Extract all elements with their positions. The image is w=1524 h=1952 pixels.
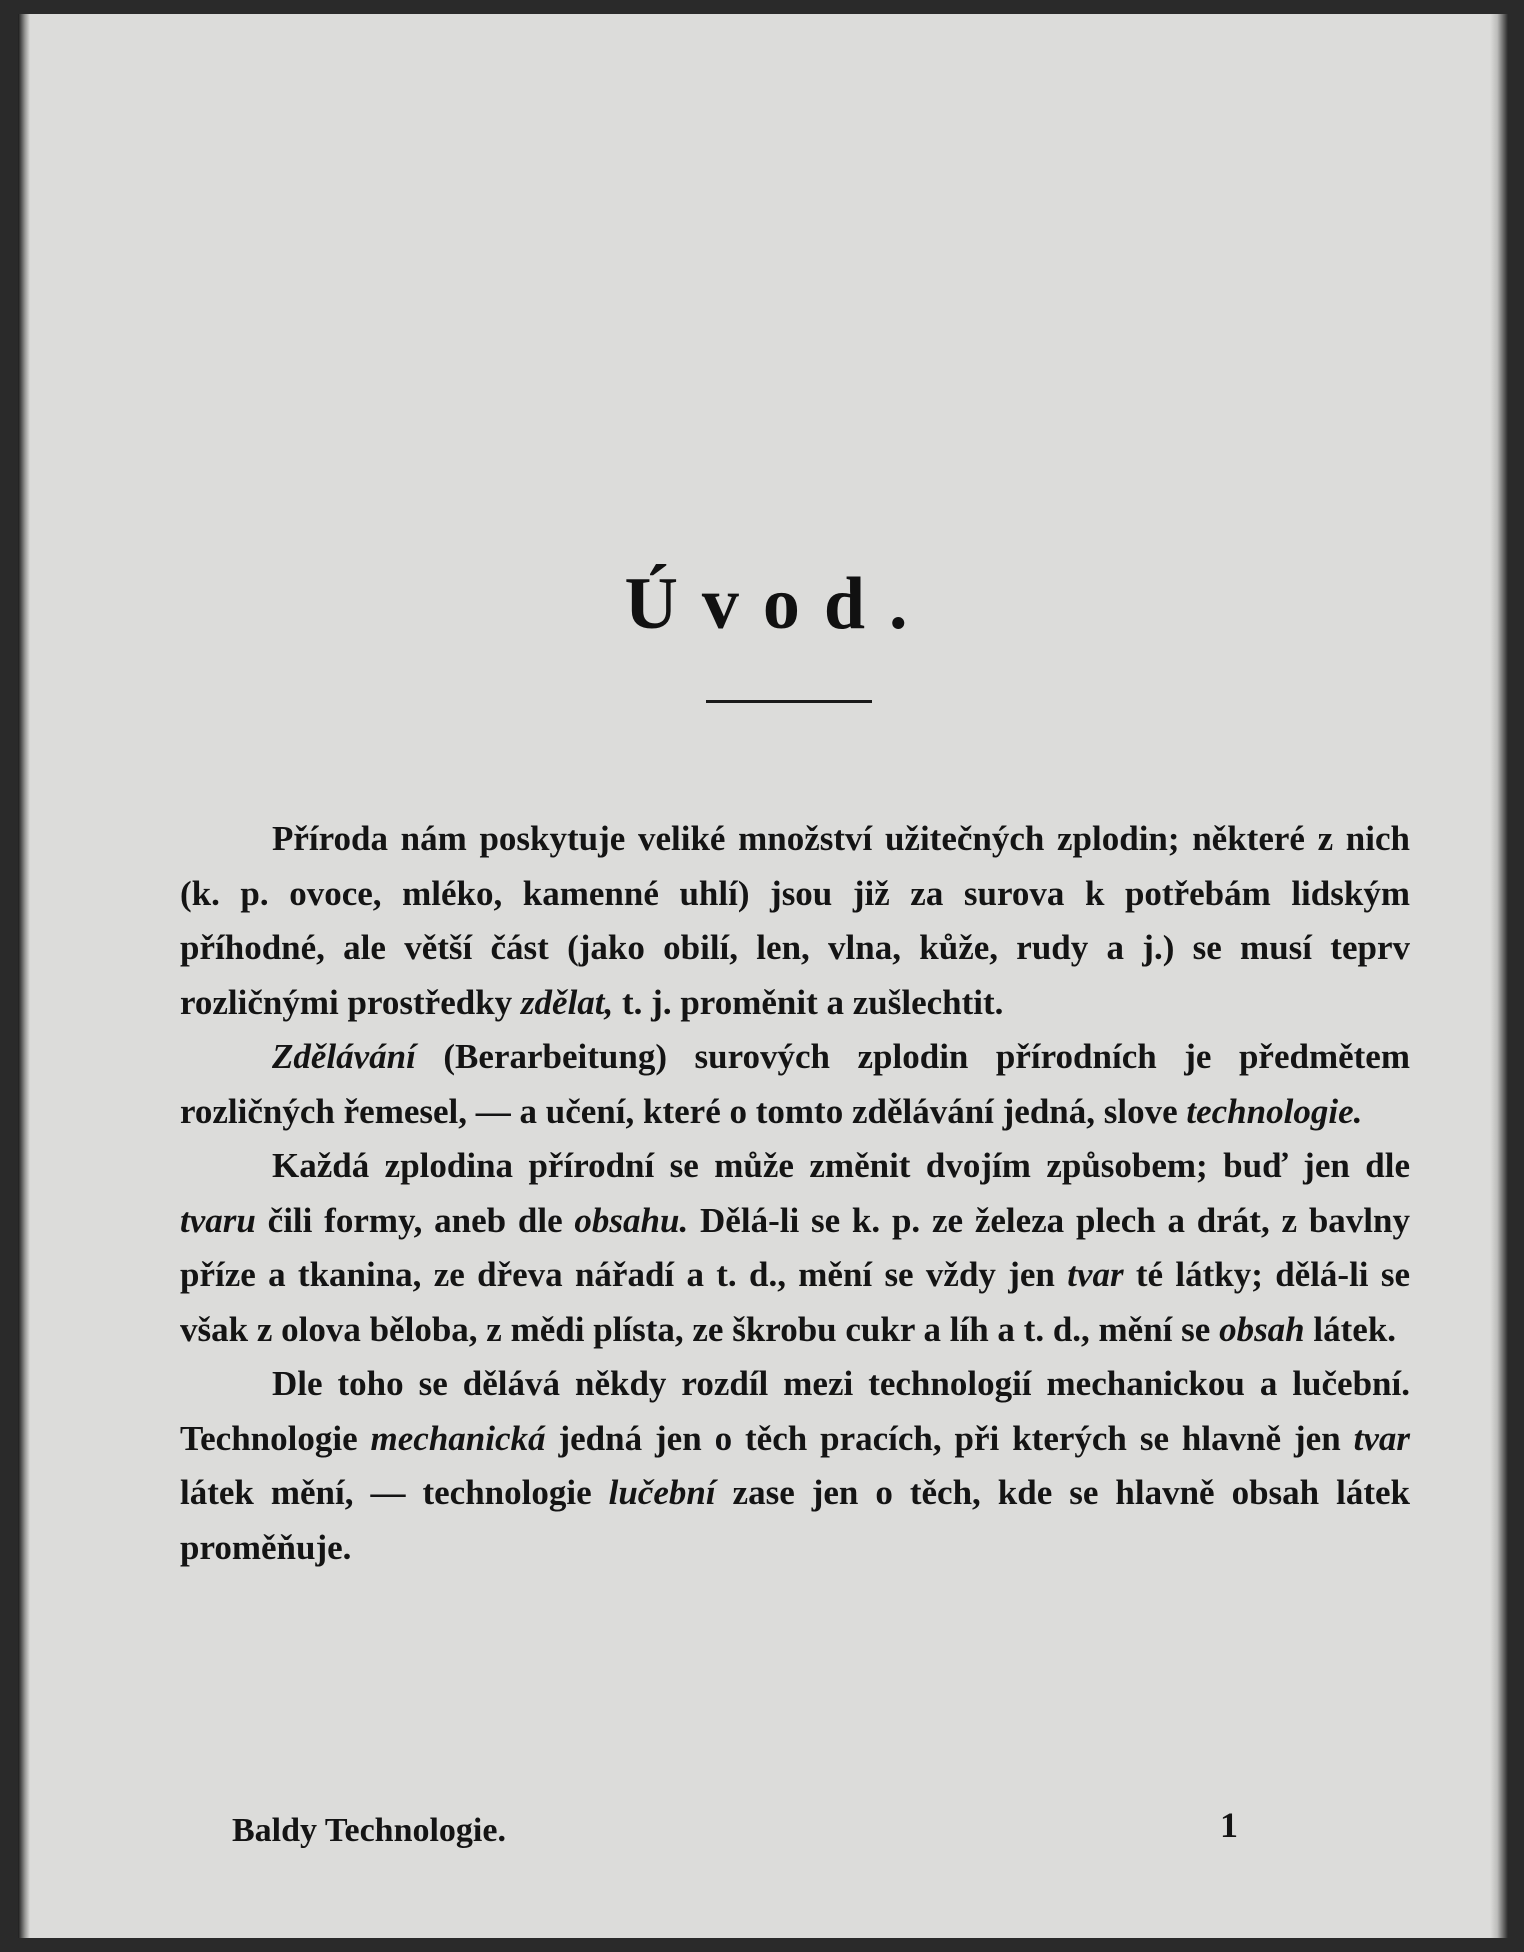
emphasized-term: tvar: [1353, 1418, 1410, 1458]
text-run: t. j. proměnit a zušlechtit.: [613, 982, 1004, 1022]
text-run: Dělá-li se k. p. ze železa plech a drát, z bavlny příze a tkanina, ze dřeva nářadí a t. d., mění se vždy jen: [180, 1200, 1410, 1294]
text-run: té látky; dělá-li se však z olova běloba, z mědi plísta, ze škrobu cukr a líh a t. d., mění se: [180, 1255, 1410, 1349]
emphasized-term: zdělat,: [520, 982, 614, 1022]
text-run: zase jen o těch, kde se hlavně obsah látek proměňuje.: [180, 1473, 1410, 1567]
heading-rule: [706, 700, 872, 703]
footer-sheet-number: 1: [1220, 1805, 1238, 1845]
text-run: Dle toho se dělává někdy rozdíl mezi technologií mechanickou a lučební. Technologie: [180, 1364, 1410, 1458]
emphasized-term: lučební: [608, 1473, 716, 1512]
text-run: látek mění, — technologie: [180, 1473, 609, 1512]
text-run: (Berarbeitung) surových zplodin přírodních je předmětem rozličných řemesel, — a učení, které o tomto zdělávání jedná, slove: [180, 1037, 1410, 1131]
emphasized-term: tvaru: [180, 1200, 256, 1240]
footer-signature: Baldy Technologie.: [232, 1812, 506, 1849]
emphasized-term: Zdělávání: [272, 1037, 416, 1076]
text-run: látek.: [1304, 1309, 1397, 1349]
emphasized-term: technologie.: [1186, 1091, 1363, 1131]
chapter-heading: Úvod.: [624, 563, 932, 645]
emphasized-term: obsah: [1219, 1309, 1305, 1349]
paragraph: [180, 812, 1410, 1030]
paragraph: [180, 1139, 1410, 1357]
text-run: čili formy, aneb dle: [255, 1200, 575, 1240]
page-edge-right: [1490, 14, 1508, 1938]
body-text: [180, 812, 1410, 1575]
text-run: Každá zplodina přírodní se může změnit dvojím způsobem; buď jen dle: [272, 1146, 1410, 1185]
text-run: Příroda nám poskytuje veliké množství užitečných zplodin; některé z nich (k. p. ovoce, mléko, kamenné uhlí) jsou již za surova k potřebám lidským příhodné, ale větší část (jako obilí, len, vlna, kůže, rudy a j.) se musí teprv rozličnými prostředky: [180, 819, 1410, 1022]
emphasized-term: obsahu.: [574, 1200, 689, 1240]
paragraph: [180, 1357, 1410, 1575]
show-through-texture: [168, 184, 1408, 464]
page-edge-left: [18, 14, 30, 1938]
text-run: jedná jen o těch pracích, při kterých se hlavně jen: [545, 1418, 1354, 1458]
emphasized-term: tvar: [1067, 1255, 1124, 1294]
book-page: [18, 14, 1508, 1938]
paragraph: [180, 1030, 1410, 1139]
emphasized-term: mechanická: [370, 1418, 546, 1458]
